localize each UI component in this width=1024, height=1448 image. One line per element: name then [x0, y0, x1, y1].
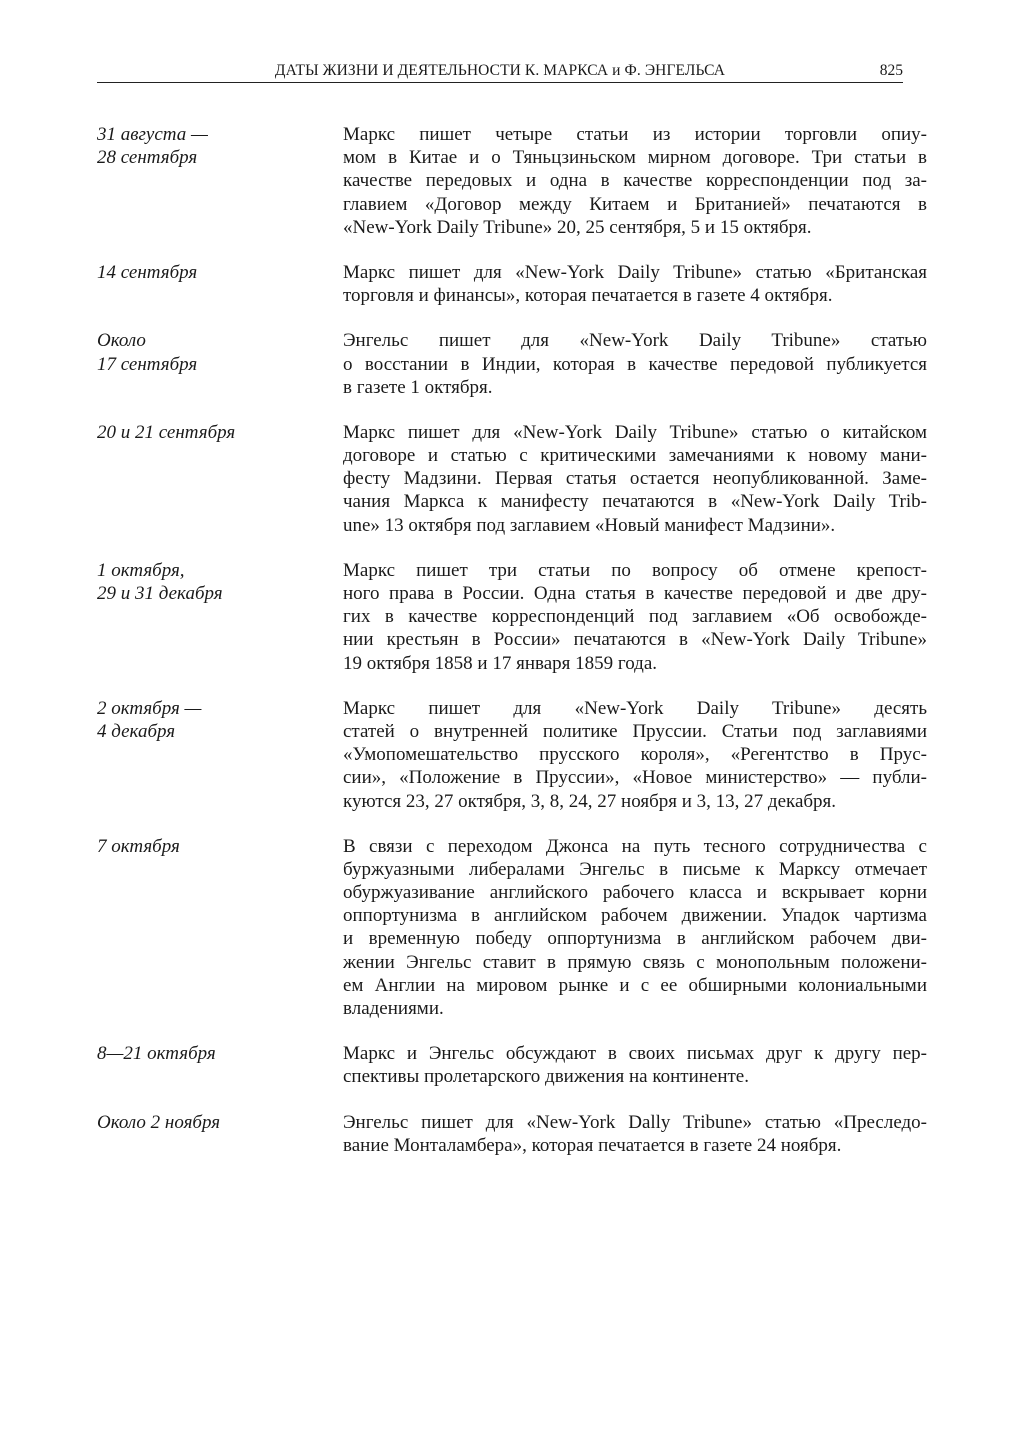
- entry-text-line: статей о внутренней политике Пруссии. Статьи под заглавиями: [343, 720, 927, 742]
- entry-text-line: Энгельс пишет для «New-York Daily Tribune» статью: [343, 330, 927, 352]
- entry-text-line: ного права в России. Одна статья в качестве передовой и две дру-: [343, 583, 927, 604]
- entry-text-line: Маркс пишет для «New-York Daily Tribune» десять: [343, 697, 927, 719]
- entry-text-line: Маркс пишет три статьи по вопросу об отмене крепост-: [343, 559, 927, 581]
- entry-date-line: 2 октября —: [97, 697, 202, 719]
- entry-text-line: спективы пролетарского движения на континенте.: [343, 1066, 749, 1088]
- chronology-entry: [97, 559, 927, 675]
- entry-text-line: владениями.: [343, 998, 444, 1019]
- entry-date: [97, 1111, 343, 1157]
- entry-text-line: В связи с переходом Джонса на путь тесного сотрудничества с: [343, 835, 927, 857]
- entry-text-line: жении Энгельс ставит в прямую связь с монопольным положени-: [343, 951, 927, 973]
- entry-text: [343, 697, 927, 813]
- entry-text-line: Энгельс пишет для «New-York Dally Tribune» статью «Преследо-: [343, 1111, 927, 1133]
- chronology-entry: [97, 1111, 927, 1157]
- chronology-list: [97, 123, 927, 1179]
- entry-date-line: 1 октября,: [97, 559, 185, 581]
- entry-text: [343, 835, 927, 1021]
- entry-date-line: Около 2 ноября: [97, 1111, 221, 1133]
- chronology-entry: [97, 835, 927, 1021]
- entry-text-line: договоре и статью с критическими замечаниями к новому мани-: [343, 445, 927, 467]
- entry-date-line: 17 сентября: [97, 353, 198, 375]
- entry-date: [97, 559, 343, 675]
- entry-date: [97, 697, 343, 813]
- entry-date-line: 20 и 21 сентября: [97, 421, 236, 443]
- entry-text-line: фесту Мадзини. Первая статья остается неопубликованной. Заме-: [343, 468, 927, 490]
- entry-text-line: ем Англии на мировом рынке и с ее обширными колониальными: [343, 974, 927, 996]
- entry-text-line: Маркс и Энгельс обсуждают в своих письмах друг к другу пер-: [343, 1043, 927, 1065]
- entry-text-line: гих в качестве корреспонденций под заглавием «Об освобожде-: [343, 606, 927, 628]
- entry-date: [97, 835, 343, 1021]
- entry-text-line: Маркс пишет четыре статьи из истории торговли опиу-: [343, 124, 927, 145]
- entry-date-line: 14 сентября: [97, 261, 198, 283]
- entry-text-line: 19 октября 1858 и 17 января 1859 года.: [343, 652, 658, 674]
- page-number: 825: [879, 62, 903, 79]
- entry-date: [97, 1042, 343, 1088]
- entry-text-line: качестве передовых и одна в качестве корреспонденции под за-: [343, 170, 927, 192]
- entry-date: [97, 329, 343, 399]
- entry-date-line: 4 декабря: [97, 720, 176, 742]
- entry-date-line: 31 августа —: [97, 124, 208, 145]
- entry-text-line: буржуазными либералами Энгельс в письме к Марксу отмечает: [343, 858, 927, 880]
- chronology-entry: [97, 1042, 927, 1088]
- entry-text-line: нии крестьян в России» печатаются в «New-York Daily Tribune»: [343, 629, 927, 651]
- entry-text-line: «New-York Daily Tribune» 20, 25 сентября, 5 и 15 октября.: [343, 216, 812, 238]
- entry-date-line: 28 сентября: [97, 147, 198, 169]
- entry-date-line: Около: [97, 330, 146, 352]
- chronology-entry: [97, 123, 927, 239]
- entry-text-line: Маркс пишет для «New-York Daily Tribune» статью «Британская: [343, 261, 927, 283]
- running-head: [97, 60, 903, 83]
- entry-text-line: мом в Китае и о Тяньцзиньском мирном договоре. Три статьи в: [343, 147, 927, 169]
- entry-text: [343, 421, 927, 537]
- entry-date-line: 7 октября: [97, 835, 180, 857]
- entry-date: [97, 261, 343, 307]
- entry-text: [343, 1042, 927, 1088]
- entry-text: [343, 329, 927, 399]
- entry-text-line: «Умопомешательство прусского короля», «Регентство в Прус-: [343, 744, 927, 766]
- entry-text-line: Маркс пишет для «New-York Daily Tribune» статью о китайском: [343, 421, 927, 443]
- entry-text-line: главием «Договор между Китаем и Британией» печатаются в: [343, 193, 927, 215]
- entry-date-line: 8—21 октября: [97, 1043, 216, 1065]
- entry-text-line: вание Монталамбера», которая печатается в газете 24 ноября.: [343, 1134, 842, 1156]
- entry-text: [343, 1111, 927, 1157]
- chronology-entry: [97, 421, 927, 537]
- entry-date-line: 29 и 31 декабря: [97, 583, 223, 605]
- running-title: ДАТЫ ЖИЗНИ И ДЕЯТЕЛЬНОСТИ К. МАРКСА и Ф. ЭНГЕЛЬСА: [274, 62, 726, 79]
- entry-text-line: куются 23, 27 октября, 3, 8, 24, 27 ноября и 3, 13, 27 декабря.: [343, 790, 837, 812]
- entry-text-line: une» 13 октября под заглавием «Новый манифест Мадзини».: [343, 514, 836, 536]
- entry-text-line: о восстании в Индии, которая в качестве передовой публикуется: [343, 353, 927, 375]
- chronology-entry: [97, 329, 927, 399]
- entry-date: [97, 123, 343, 239]
- entry-text-line: в газете 1 октября.: [343, 376, 493, 398]
- entry-text: [343, 261, 927, 307]
- entry-text-line: оппортунизма в английском рабочем движении. Упадок чартизма: [343, 905, 927, 927]
- entry-text: [343, 559, 927, 675]
- entry-text-line: сии», «Положение в Пруссии», «Новое министерство» — публи-: [343, 767, 927, 789]
- entry-text-line: и временную победу оппортунизма в английском рабочем дви-: [343, 928, 927, 950]
- entry-text-line: торговля и финансы», которая печатается в газете 4 октября.: [343, 285, 833, 307]
- entry-text-line: чания Маркса к манифесту печатаются в «New-York Daily Trib-: [343, 491, 927, 513]
- chronology-entry: [97, 697, 927, 813]
- entry-text-line: обуржуазивание английского рабочего класса и вскрывает корни: [343, 882, 927, 904]
- chronology-entry: [97, 261, 927, 307]
- entry-date: [97, 421, 343, 537]
- entry-text: [343, 123, 927, 239]
